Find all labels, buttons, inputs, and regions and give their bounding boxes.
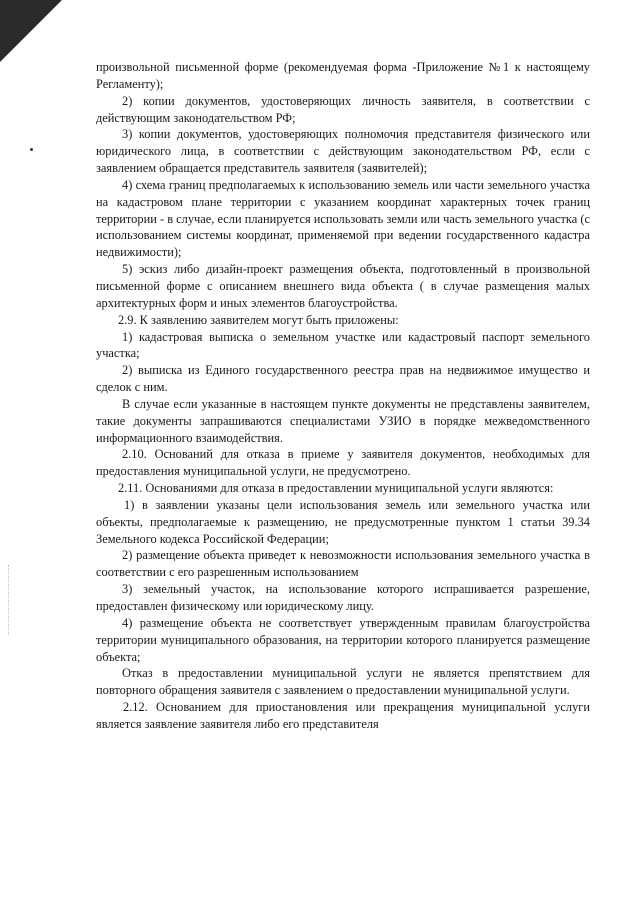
margin-bleed-through (8, 565, 10, 635)
paragraph-continuation: произвольной письменной форме (рекомендуемая форма -Приложение №1 к настоящему Регламенту); (96, 60, 590, 91)
scan-speck (30, 148, 33, 151)
scan-corner-shadow (0, 0, 62, 62)
paragraph-2-11-item-1: 1) в заявлении указаны цели использования земель или земельного участка или объекты, предполагаемые к размещению, не предусмотренные пунктом 1 статьи 39.34 Земельного кодекса Российской Федерации; (96, 497, 590, 546)
paragraph-2-9: 2.9. К заявлению заявителем могут быть приложены: (118, 312, 399, 327)
paragraph-refusal-note: Отказ в предоставлении муниципальной услуги не является препятствием для повторного обращения заявителя с заявлением о предоставлении муниципальной услуги. (96, 666, 590, 698)
paragraph-request-note: В случае если указанные в настоящем пункте документы не представлены заявителем, такие документы запрашиваются специалистами УЗИО в порядке межведомственного информационного взаимодействия. (96, 396, 590, 445)
document-body (96, 59, 590, 733)
paragraph-item-5: 5) эскиз либо дизайн-проект размещения объекта, подготовленный в произвольной письменной форме с описанием внешнего вида объекта ( в случае размещения малых архитектурных форм и иных элементов благоустройства. (96, 262, 590, 310)
paragraph-2-11-item-2: 2) размещение объекта приведет к невозможности использования земельного участка в соответствии с его разрешенным использованием (96, 548, 590, 580)
paragraph-2-11: 2.11. Основаниями для отказа в предоставлении муниципальной услуги являются: (118, 481, 554, 496)
paragraph-2-10: 2.10. Оснований для отказа в приеме у заявителя документов, необходимых для предоставления муниципальной услуги, не предусмотрено. (96, 447, 590, 479)
paragraph-2-11-item-3: 3) земельный участок, на использование которого испрашивается разрешение, предоставлен физическому или юридическому лицу. (96, 582, 590, 613)
paragraph-item-2: 2) копии документов, удостоверяющих личность заявителя, в соответствии с действующим законодательством РФ; (96, 93, 590, 125)
paragraph-2-11-item-4: 4) размещение объекта не соответствует утвержденным правилам благоустройства территории муниципального образования, на территории которого планируется размещение объекта; (96, 615, 590, 664)
paragraph-2-12: 2.12. Основанием для приостановления или прекращения муниципальной услуги является заявление заявителя либо его представителя (96, 700, 590, 731)
paragraph-2-9-item-1: 1) кадастровая выписка о земельном участке или кадастровый паспорт земельного участка; (96, 329, 590, 361)
paragraph-item-4: 4) схема границ предполагаемых к использованию земель или части земельного участка на кадастровом плане территории с указанием координат характерных точек границ территории - в случае, если планируется использовать земли или часть земельного участка (с использованием системы координат, применяемой при ведении государственного кадастра недвижимости); (96, 177, 590, 260)
paragraph-item-3: 3) копии документов, удостоверяющих полномочия представителя физического или юридического лица, в соответствии с действующим законодательством РФ, если с заявлением обращается представитель заявителя (заявителей); (96, 127, 590, 176)
paragraph-2-9-item-2: 2) выписка из Единого государственного реестра прав на недвижимое имущество и сделок с ним. (96, 363, 590, 395)
